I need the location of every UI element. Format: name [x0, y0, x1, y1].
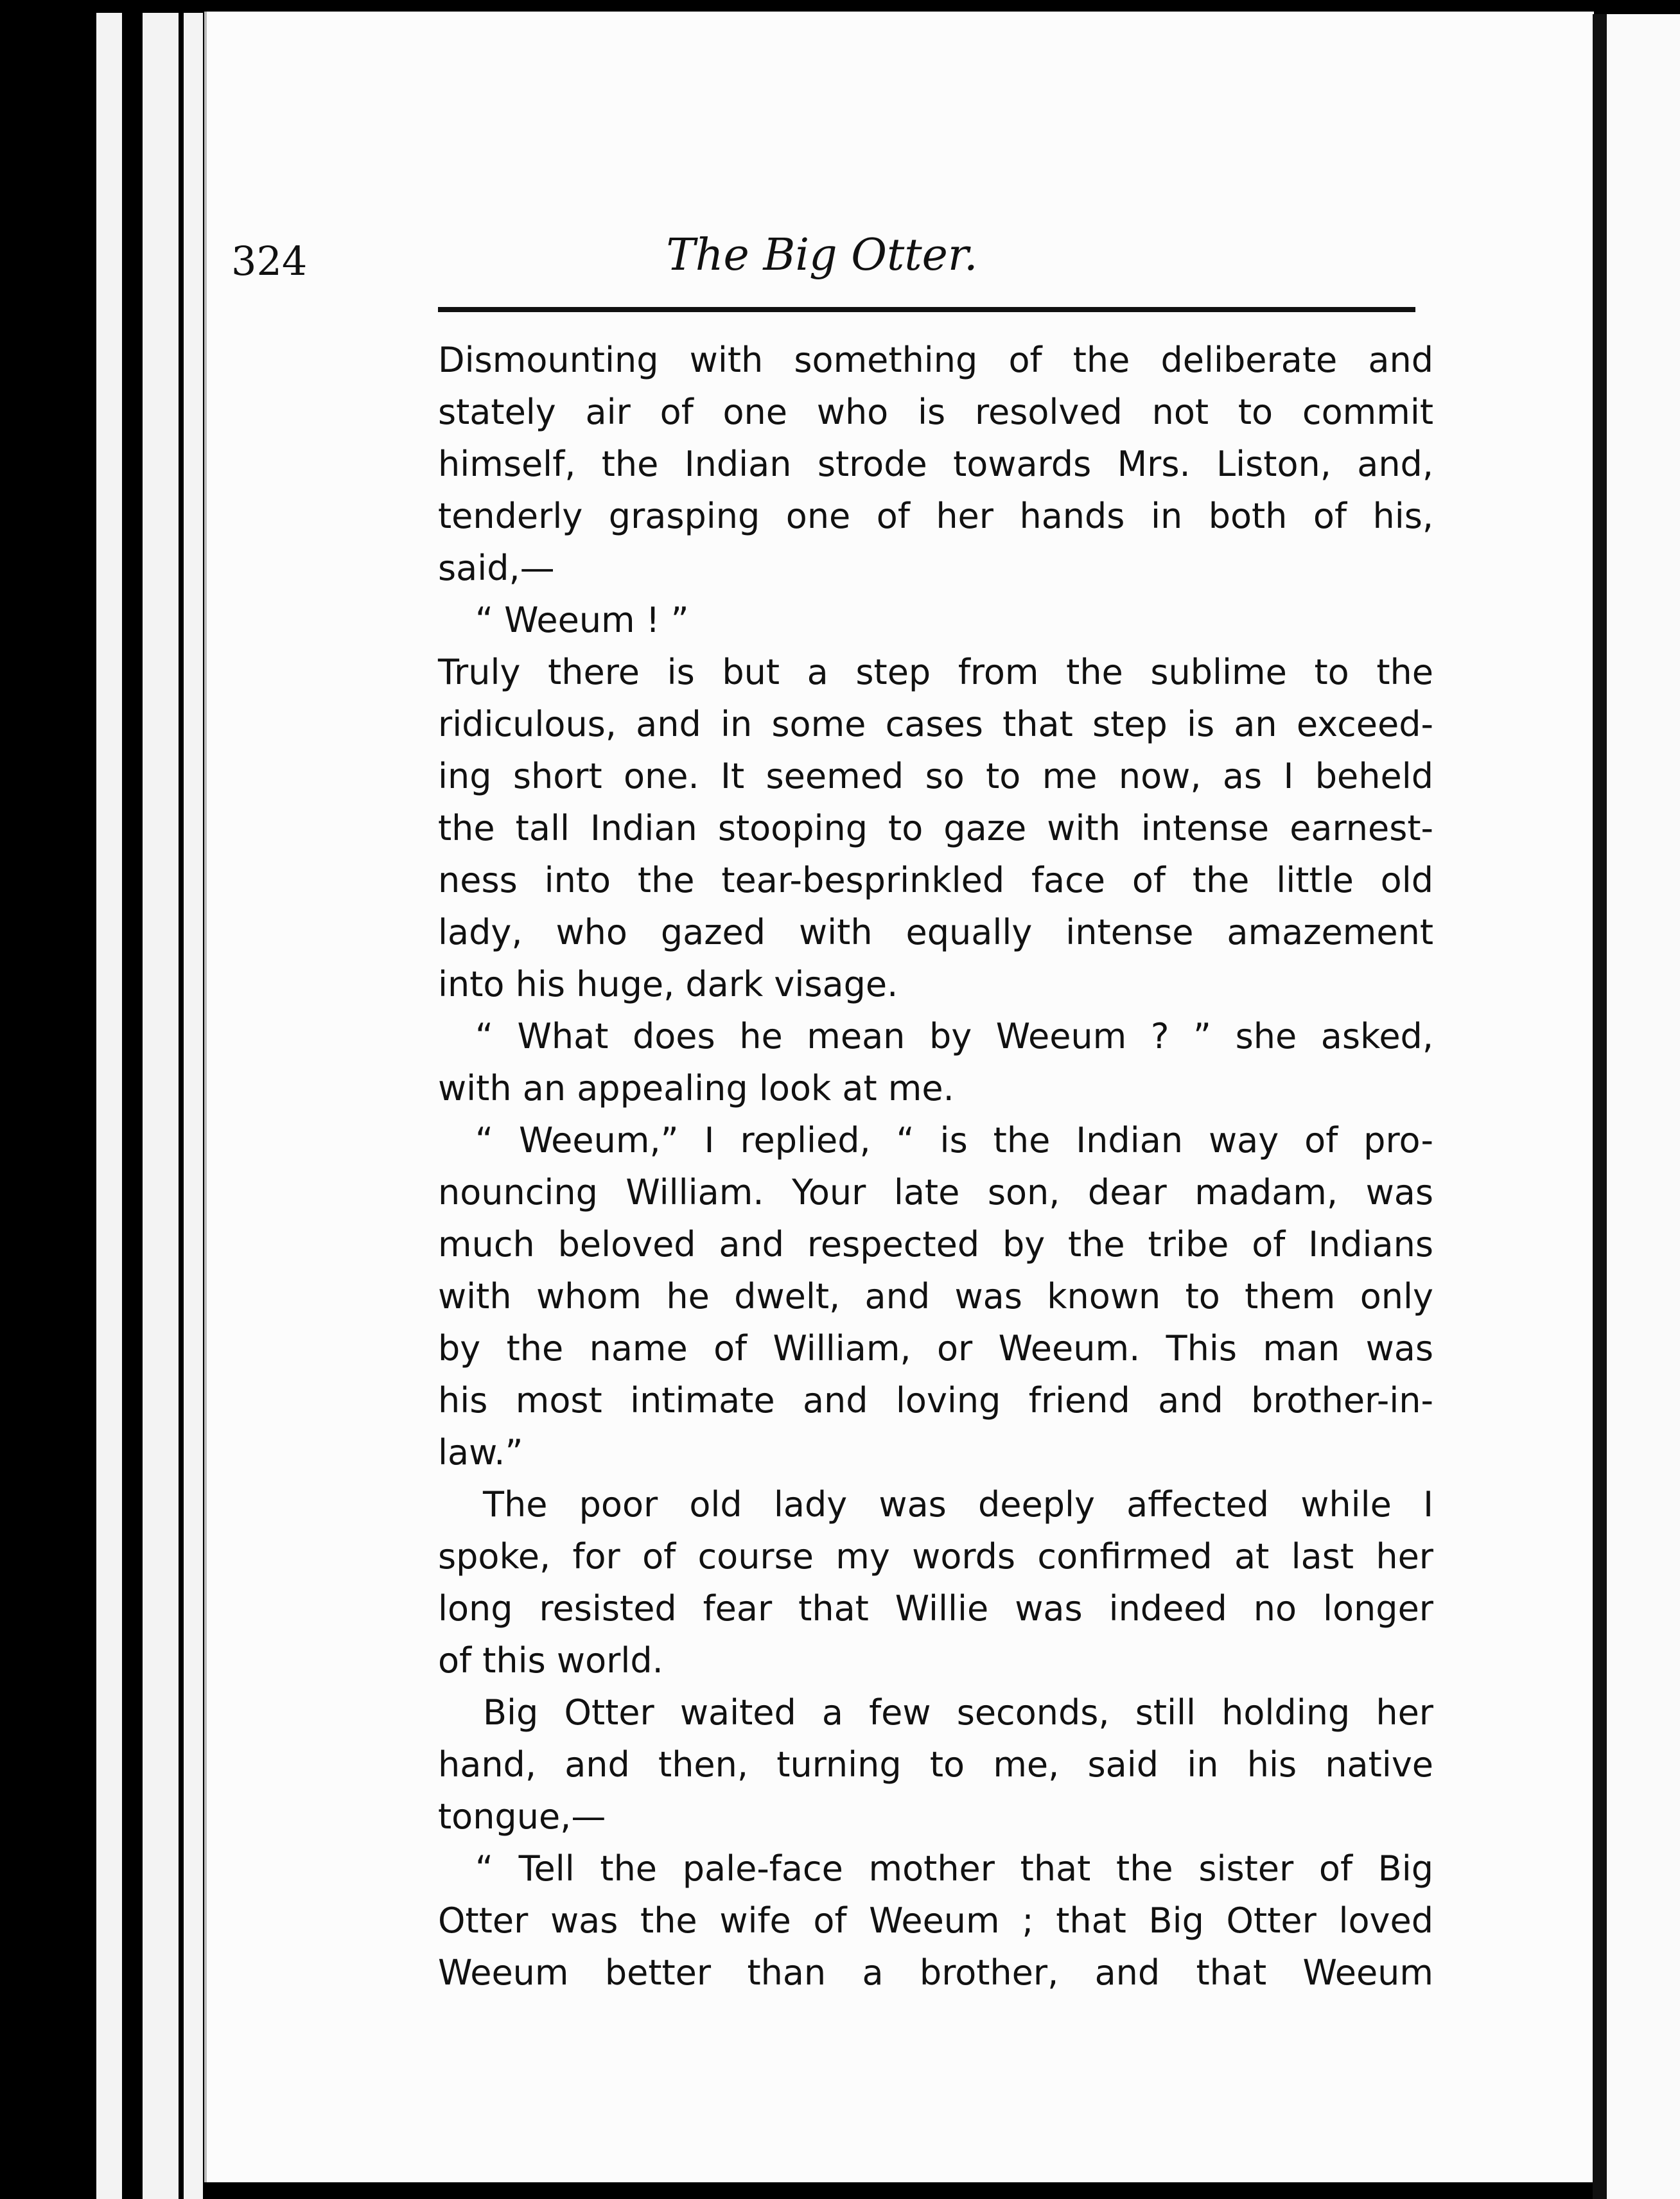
text-line: ridiculous, and in some cases that step is an exceed- [438, 704, 1433, 744]
text-line: “ Weeum ! ” [475, 600, 689, 640]
text-line: “ Tell the pale-face mother that the sister of Big [475, 1848, 1433, 1889]
page-stack-edge [184, 13, 203, 2199]
text-line: by the name of William, or Weeum. This man was [438, 1328, 1433, 1369]
text-line: hand, and then, turning to me, said in his native [438, 1744, 1433, 1785]
text-line: ing short one. It seemed so to me now, as I beheld [438, 756, 1433, 796]
text-line: lady, who gazed with equally intense amazement [438, 912, 1433, 952]
page-stack-edge [143, 13, 179, 2199]
text-line: spoke, for of course my words confirmed at last her [438, 1536, 1433, 1577]
text-line: Big Otter waited a few seconds, still holding her [483, 1692, 1433, 1733]
facing-page-edge [1607, 14, 1680, 2199]
text-line: ness into the tear-besprinkled face of the little old [438, 860, 1433, 900]
text-line: with whom he dwelt, and was known to them only [438, 1276, 1433, 1317]
page-number: 324 [231, 238, 308, 285]
text-line: nouncing William. Your late son, dear madam, was [438, 1172, 1433, 1213]
text-line: said,— [438, 548, 555, 588]
gutter-shadow [1593, 14, 1607, 2199]
text-line: Otter was the wife of Weeum ; that Big Otter loved [438, 1900, 1433, 1941]
text-line: his most intimate and loving friend and brother-in- [438, 1380, 1433, 1421]
text-line: stately air of one who is resolved not to commit [438, 392, 1433, 432]
running-title: The Big Otter. [666, 230, 978, 281]
text-line: law.” [438, 1432, 523, 1473]
text-line: Dismounting with something of the deliberate and [438, 340, 1433, 380]
text-line: long resisted fear that Willie was indeed no longer [438, 1588, 1433, 1629]
text-line: much beloved and respected by the tribe of Indians [438, 1224, 1433, 1265]
text-line: tenderly grasping one of her hands in both of his, [438, 496, 1433, 536]
text-line: himself, the Indian strode towards Mrs. Liston, and, [438, 444, 1433, 484]
text-line: into his huge, dark visage. [438, 964, 898, 1004]
text-line: tongue,— [438, 1796, 606, 1837]
text-line: with an appealing look at me. [438, 1068, 954, 1108]
text-line: The poor old lady was deeply affected while I [483, 1484, 1433, 1525]
body-text [438, 334, 1433, 1999]
page-header [231, 230, 1413, 301]
text-line: Weeum better than a brother, and that Weeum [438, 1952, 1433, 1993]
header-rule [438, 307, 1415, 312]
text-line: the tall Indian stooping to gaze with intense earnest- [438, 808, 1433, 848]
page-stack-edge [96, 13, 122, 2199]
text-line: of this world. [438, 1640, 663, 1681]
text-line: Truly there is but a step from the sublime to the [438, 652, 1433, 692]
text-line: “ Weeum,” I replied, “ is the Indian way of pro- [475, 1120, 1433, 1161]
text-line: “ What does he mean by Weeum ? ” she asked, [475, 1016, 1433, 1056]
